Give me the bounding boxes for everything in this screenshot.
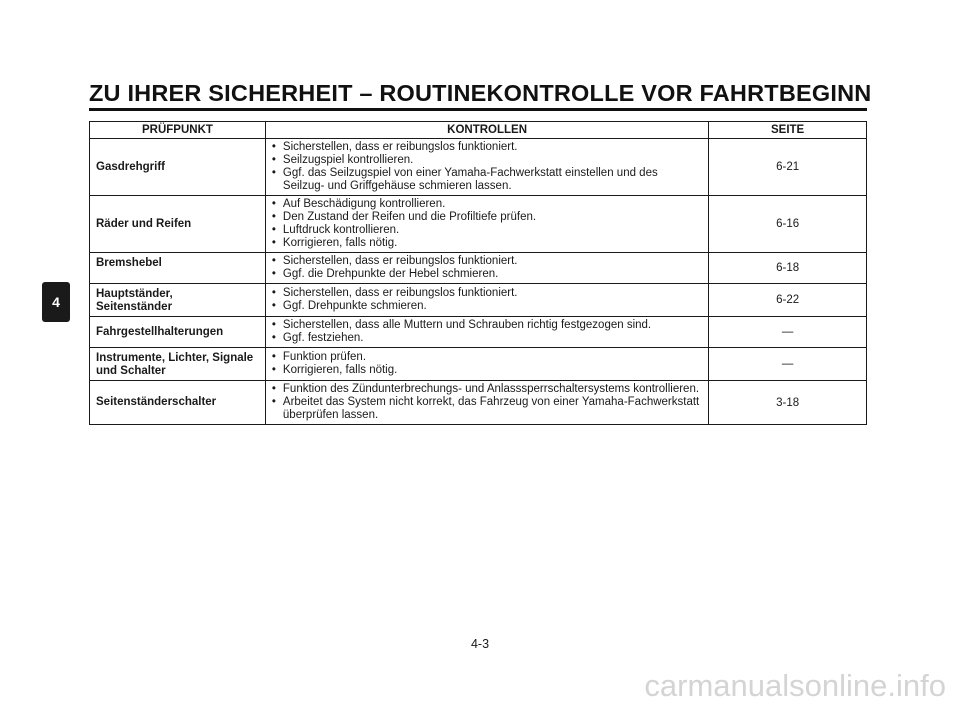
table-row bbox=[90, 381, 867, 425]
table-row bbox=[90, 139, 867, 196]
page-title: ZU IHRER SICHERHEIT – ROUTINEKONTROLLE VOR FAHRTBEGINN bbox=[89, 80, 872, 106]
check-step: • Sicherstellen, dass er reibungslos funktioniert. bbox=[272, 141, 702, 154]
check-item bbox=[90, 284, 266, 317]
chapter-tab: 4 bbox=[42, 282, 70, 322]
table-header-row bbox=[90, 122, 867, 139]
check-step: • Ggf. Drehpunkte schmieren. bbox=[272, 300, 702, 313]
check-item-line: Seitenständer bbox=[96, 301, 173, 313]
page-ref: 6-18 bbox=[709, 253, 867, 284]
check-step: • Arbeitet das System nicht korrekt, das Fahrzeug von einer Yamaha-Fachwerkstatt überprüfen lassen. bbox=[272, 396, 702, 422]
check-item: Räder und Reifen bbox=[90, 196, 266, 253]
page-number: 4-3 bbox=[470, 637, 490, 651]
check-list-cell bbox=[265, 381, 708, 425]
check-step: • Funktion des Zündunterbrechungs- und Anlasssperrschaltersystems kontrollieren. bbox=[272, 383, 702, 396]
routine-check-table bbox=[89, 121, 867, 425]
check-step: • Den Zustand der Reifen und die Profiltiefe prüfen. bbox=[272, 211, 702, 224]
page-ref: 6-16 bbox=[709, 196, 867, 253]
check-item bbox=[90, 348, 266, 381]
check-step: • Korrigieren, falls nötig. bbox=[272, 364, 702, 377]
check-step: • Korrigieren, falls nötig. bbox=[272, 237, 702, 250]
check-step: • Luftdruck kontrollieren. bbox=[272, 224, 702, 237]
watermark: carmanualsonline.info bbox=[644, 668, 946, 703]
page-ref: — bbox=[709, 317, 867, 348]
page-ref: 6-22 bbox=[709, 284, 867, 317]
check-step: • Auf Beschädigung kontrollieren. bbox=[272, 198, 702, 211]
check-item-line: und Schalter bbox=[96, 365, 166, 377]
page-ref: — bbox=[709, 348, 867, 381]
page-ref: 6-21 bbox=[709, 139, 867, 196]
check-list-cell bbox=[265, 348, 708, 381]
header-seite: SEITE bbox=[709, 122, 867, 139]
check-item: Bremshebel bbox=[90, 253, 266, 284]
check-item: Seitenständerschalter bbox=[90, 381, 266, 425]
check-list-cell bbox=[265, 284, 708, 317]
table-row bbox=[90, 253, 867, 284]
check-item: Gasdrehgriff bbox=[90, 139, 266, 196]
check-list-cell bbox=[265, 139, 708, 196]
check-step: • Sicherstellen, dass er reibungslos funktioniert. bbox=[272, 287, 702, 300]
check-step: • Sicherstellen, dass alle Muttern und Schrauben richtig festgezogen sind. bbox=[272, 319, 702, 332]
header-pruefpunkt: PRÜFPUNKT bbox=[90, 122, 266, 139]
title-underline bbox=[89, 108, 867, 111]
page-ref: 3-18 bbox=[709, 381, 867, 425]
check-step: • Ggf. das Seilzugspiel von einer Yamaha-Fachwerkstatt einstellen und des Seilzug- und Griffgehäuse schmieren lassen. bbox=[272, 167, 702, 193]
header-kontrollen: KONTROLLEN bbox=[265, 122, 708, 139]
check-step: • Ggf. festziehen. bbox=[272, 332, 702, 345]
table-row bbox=[90, 348, 867, 381]
table-row bbox=[90, 317, 867, 348]
check-item: Fahrgestellhalterungen bbox=[90, 317, 266, 348]
check-step: • Sicherstellen, dass er reibungslos funktioniert. bbox=[272, 255, 702, 268]
check-step: • Ggf. die Drehpunkte der Hebel schmieren. bbox=[272, 268, 702, 281]
check-list-cell bbox=[265, 317, 708, 348]
check-list-cell bbox=[265, 253, 708, 284]
table-row bbox=[90, 196, 867, 253]
check-list-cell bbox=[265, 196, 708, 253]
check-step: • Seilzugspiel kontrollieren. bbox=[272, 154, 702, 167]
check-step: • Funktion prüfen. bbox=[272, 351, 702, 364]
check-item-line: Instrumente, Lichter, Signale bbox=[96, 352, 254, 364]
check-item-line: Hauptständer, bbox=[96, 288, 173, 300]
table-row bbox=[90, 284, 867, 317]
